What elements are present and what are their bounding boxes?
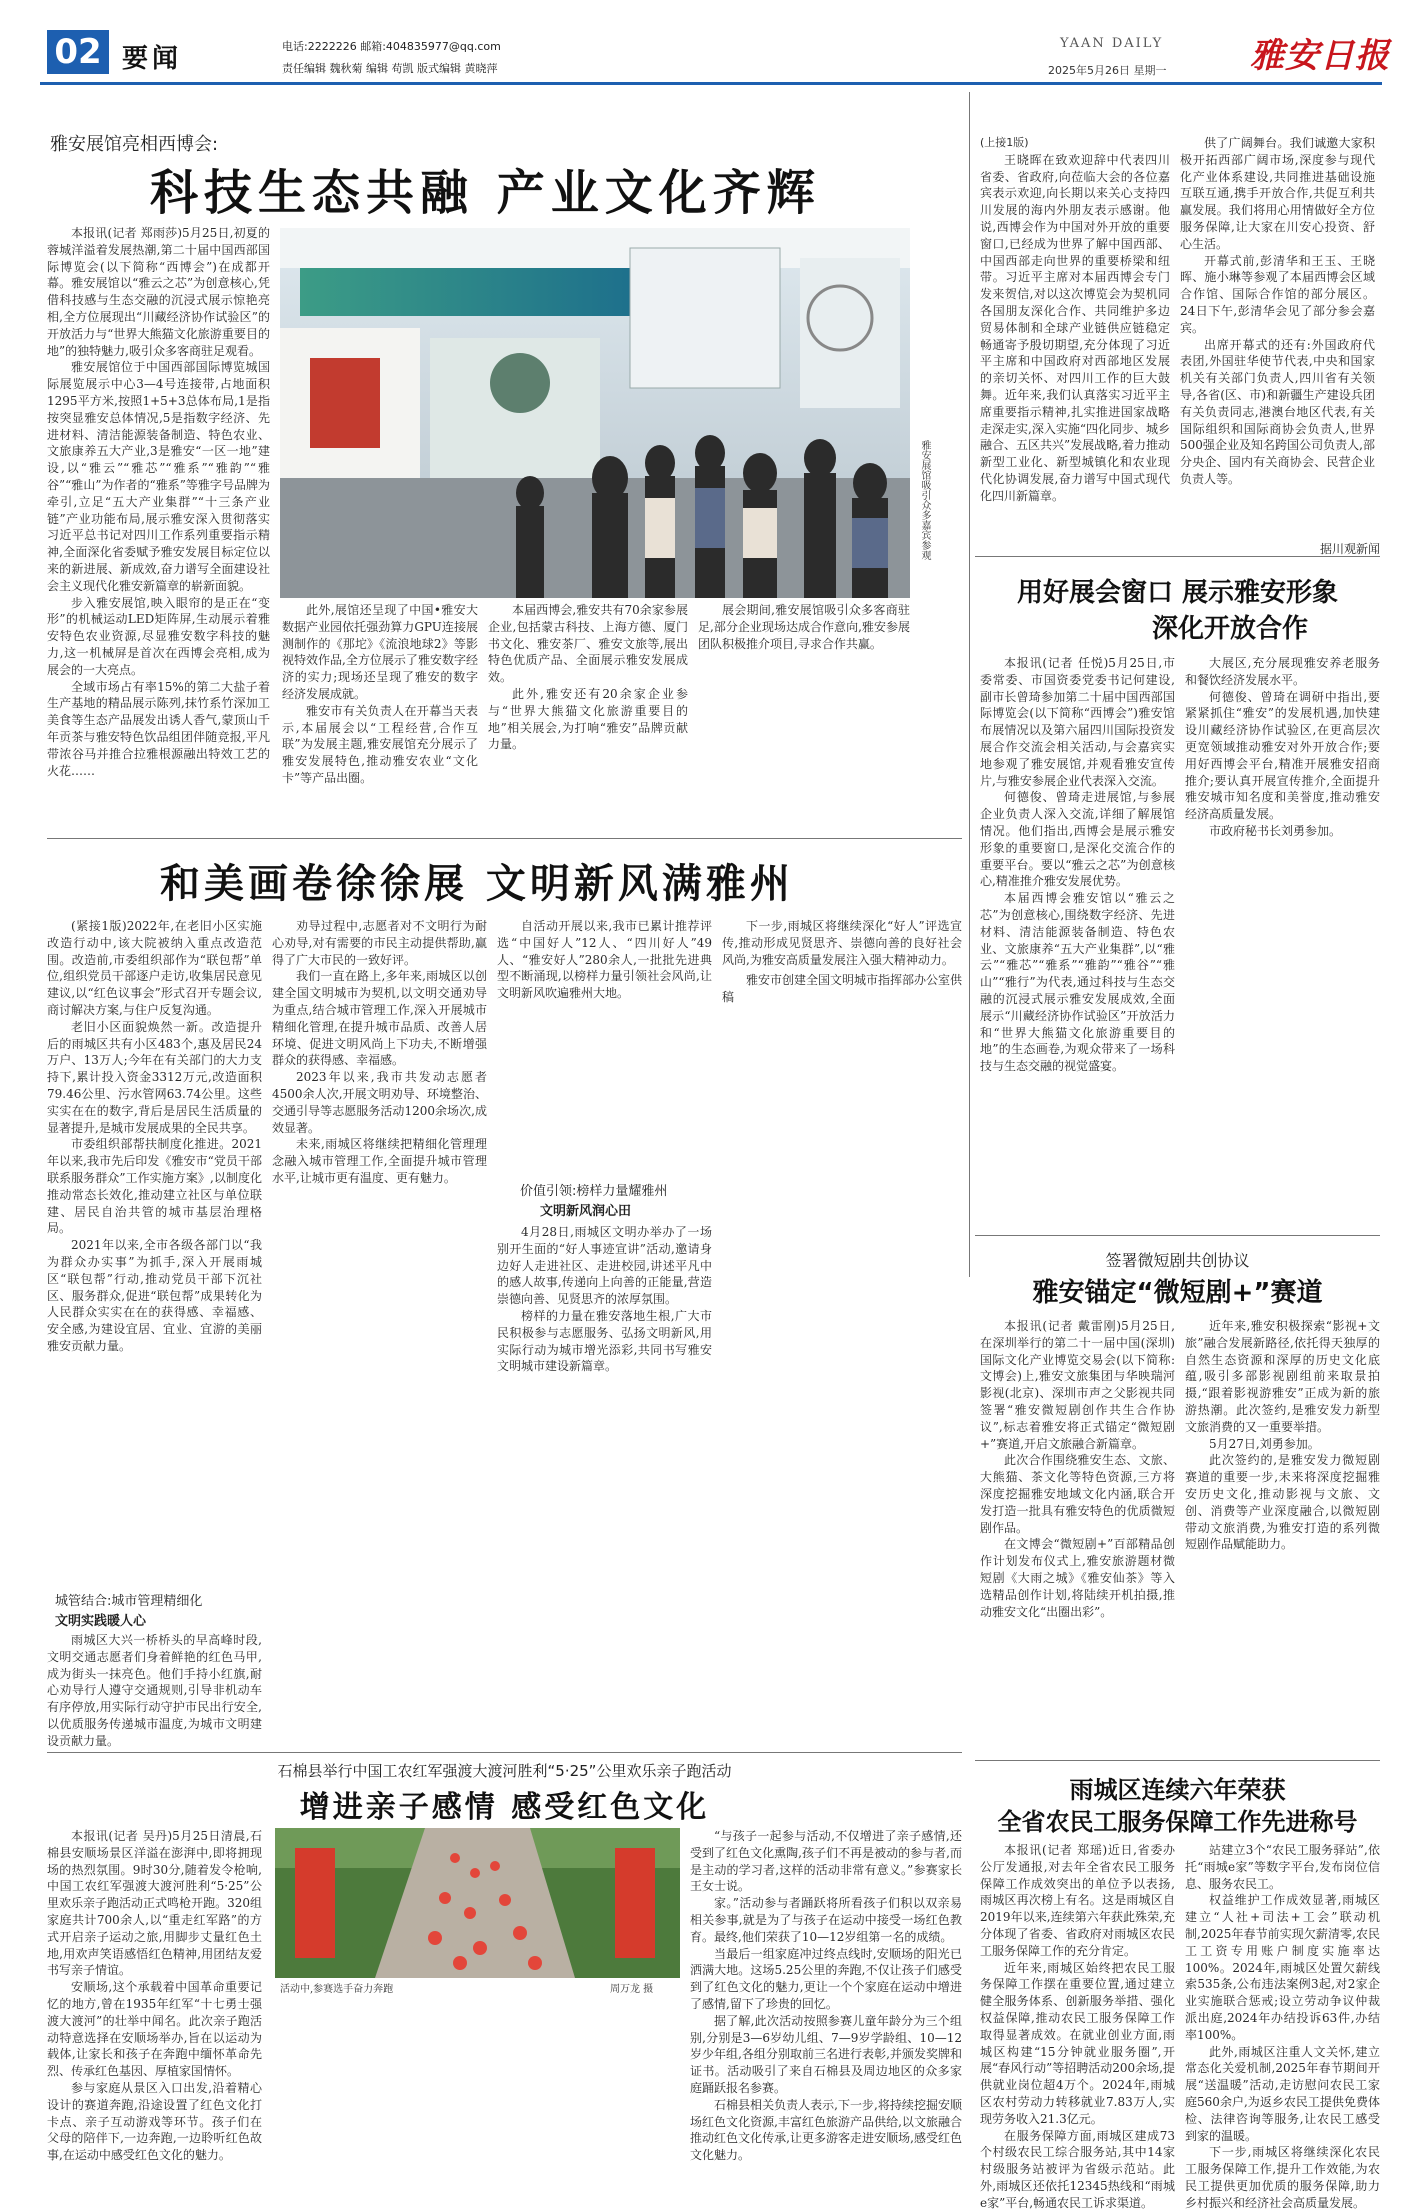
a5-paragraph: 5月27日,刘勇参加。 — [1209, 1436, 1320, 1451]
a4-subhead: 文明实践暖人心 — [55, 1614, 147, 1629]
a5-paragraph: 此次合作围绕雅安生态、文旅、大熊猫、茶文化等特色资源,三方将深度挖掘雅安地域文化内涵,联合开发打造一批具有雅安特色的优质微短剧作品。 — [980, 1453, 1175, 1535]
a3-title-line1: 用好展会窗口 展示雅安形象 — [1016, 578, 1339, 608]
a5-paragraph: 本报讯(记者 戴雷刚)5月25日,在深圳举行的第二十一届中国(深圳)国际文化产业博览交易会(以下简称:文博会)上,雅安文旅集团与华映瑞河影视(北京)、深圳市声之父影视共同签署“雅安微短剧创作共生合作协议”,标志着雅安将正式锚定“微短剧+”赛道,开启文旅融合新篇章。 — [980, 1319, 1175, 1451]
expo-hall-photo — [280, 228, 910, 598]
a6-body-col1 — [980, 1842, 1175, 2210]
a4-source: 雅安市创建全国文明城市指挥部办公室供稿 — [722, 973, 963, 1005]
a1-paragraph: 全域市场占有率15%的第二大盐子着生产基地的精品展示陈列,抹竹系竹深加工美食等生态产品展发出诱人香气,蒙顶山千年贡茶与雅安特色饮品组团伴随竞报,平凡带浓谷马并推合拉雅根源融出特效工艺的火花…… — [47, 679, 270, 778]
a6-paragraph: 此外,雨城区注重人文关怀,建立常态化关爱机制,2025年春节期间开展“送温暖”活动,走访慰问农民工家庭560余户,为返乡农民工提供免费体检、法律咨询等服务,让农民工感受到家的温暖。 — [1185, 2044, 1380, 2143]
a4-title: 和美画卷徐徐展 文明新风满雅州 — [160, 861, 794, 907]
section-rule — [47, 838, 962, 839]
contact-line: 电话:2222226 邮箱:404835977@qq.com — [282, 40, 501, 53]
a4-paragraph: 榜样的力量在雅安落地生根,广大市民积极参与志愿服务、弘扬文明新风,用实际行动为城市增光添彩,共同书写雅安文明城市建设新篇章。 — [497, 1308, 712, 1374]
a3-body-col1 — [980, 655, 1175, 1225]
a1-title: 科技生态共融 产业文化齐辉 — [150, 165, 821, 221]
section-rule — [975, 556, 1380, 557]
a1-paragraph: 本届西博会,雅安共有70余家参展企业,包括蒙古科技、上海方德、厦门书文化、雅安茶厂、雅安文旅等,展出特色优质产品、全面展示雅安发展成效。 — [488, 603, 688, 685]
a4-body-col1b — [47, 1632, 262, 1746]
a7-title: 增进亲子感情 感受红色文化 — [299, 1790, 710, 1825]
a4-body-col3a — [497, 918, 712, 1168]
a5-paragraph: 近年来,雅安积极探索“影视+文旅”融合发展新路径,依托得天独厚的自然生态资源和深厚的历史文化底蕴,吸引多部影视剧组前来取景拍摄,“跟着影视游雅安”正成为新的旅游热潮。此次签约,是雅安发力新型文旅消费的又一重要举措。 — [1185, 1319, 1380, 1434]
a4-kicker: 城管结合:城市管理精细化 — [55, 1594, 203, 1609]
a3-paragraph: 本届西博会雅安馆以“雅云之芯”为创意核心,围绕数字经济、先进材料、清洁能源装备制造、特色农业、文旅康养“五大产业集群”,以“雅云”“雅芯”“雅系”“雅韵”“雅谷”“雅山”“雅行”为代表,通过科技与生态交融的沉浸式展示雅安发展成效,全面展示“川藏经济协作试验区”开放活力和“世界大熊猫文化旅游重要目的地”的生态画卷,为观众带来了一场科技与生态交融的视觉盛宴。 — [980, 891, 1175, 1074]
a5-paragraph: 此次签约的,是雅安发力微短剧赛道的重要一步,未来将深度挖掘雅安历史文化,推动影视与文旅、文创、消费等产业深度融合,以微短剧带动文旅消费,为雅安打造的系列微短剧作品赋能助力。 — [1185, 1453, 1380, 1552]
staff-line: 责任编辑 魏秋菊 编辑 苟凯 版式编辑 黄晓萍 — [282, 62, 498, 75]
a1-body-col2 — [282, 602, 478, 830]
a4-body-col1 — [47, 918, 262, 1578]
a7-body-col3 — [690, 1828, 962, 2163]
a7-paragraph: 当最后一组家庭冲过终点线时,安顺场的阳光已洒满大地。这场5.25公里的奔跑,不仅让孩子们感受到了红色文化的魅力,更让一个个家庭在运动中增进了感情,留下了珍贵的回忆。 — [690, 1946, 962, 2011]
a4-body-col3b — [497, 1224, 712, 1746]
a5-body-col2 — [1185, 1318, 1380, 1753]
a5-title: 雅安锚定“微短剧+”赛道 — [1032, 1278, 1323, 1308]
a1-kicker: 雅安展馆亮相西博会: — [50, 134, 219, 155]
a6-title-line1: 雨城区连续六年荣获 — [1069, 1776, 1286, 1804]
a4-paragraph: 市委组织部帮扶制度化推进。2021年以来,我市先后印发《雅安市“党员干部联系服务群众”工作实施方案》,以制度化推动常态长效化,推动建立社区与单位联建、居民自治共管的城市基层治理格局。 — [47, 1137, 262, 1236]
a3-title-line2: 深化开放合作 — [1151, 614, 1308, 644]
a6-paragraph: 下一步,雨城区将继续深化农民工服务保障工作,提升工作效能,为农民工提供更加优质的服务保障,助力乡村振兴和经济社会高质量发展。 — [1185, 2145, 1380, 2210]
a7-paragraph: 据了解,此次活动按照参赛儿童年龄分为三个组别,分别是3—6岁幼儿组、7—9岁学龄组、10—12岁少年组,各组分别取前三名进行表彰,并颁发奖牌和证书。活动吸引了来自石棉县及周边地区的众多家庭踊跃报名参赛。 — [690, 2013, 962, 2095]
a2-paragraph: 供了广阔舞台。我们诚邀大家积极开拓西部广阔市场,深度参与现代化产业体系建设,共同推进基础设施互联互通,携手开放合作,共促互利共赢发展。我们将用心用情做好全方位服务保障,让大家在川安心投资、舒心生活。 — [1180, 136, 1375, 251]
a4-body-col2 — [272, 918, 487, 1746]
a3-paragraph: 本报讯(记者 任悦)5月25日,市委常委、市国资委党委书记何建设,副市长曾琦参加第二十届中国西部国际博览会(以下简称“西博会”)雅安馆布展情况以及第六届四川国际投资发展合作交流会相关活动,与会嘉宾实地参观了雅安展馆,并观看雅安宣传片,与雅安参展企业代表深入交流。 — [980, 656, 1175, 788]
a5-kicker: 签署微短剧共创协议 — [1105, 1251, 1250, 1270]
a7-paragraph: 家。”活动参与者踊跃将所看孩子们积以双亲易相关参事,就是为了与孩子在运动中接受一场红色教育。最终,他们荣获了10—12岁组第一名的成绩。 — [690, 1896, 962, 1944]
a4-kicker-2: 价值引领:榜样力量耀雅州 — [520, 1184, 668, 1199]
a1-paragraph: 展会期间,雅安展馆吸引众多客商驻足,部分企业现场达成合作意向,雅安参展团队积极推介项目,寻求合作共赢。 — [698, 603, 910, 651]
a2-paragraph: 开幕式前,彭清华和王玉、王晓晖、施小琳等参观了本届西博会区域合作馆、国际合作馆的部分展区。24日下午,彭清华会见了部分参会嘉宾。 — [1180, 253, 1375, 335]
page-number: 02 — [47, 30, 109, 74]
a6-paragraph: 权益维护工作成效显著,雨城区建立“人社+司法+工会”联动机制,2025年春节前实现欠薪清零,农民工工资专用账户制度实施率达100%。2024年,雨城区处置欠薪线索535条,公布违法案例3起,对2家企业实施联合惩戒;设立劳动争议仲裁派出庭,2024年办结投诉63件,办结率100%。 — [1185, 1893, 1380, 2042]
a1-photo-caption: 雅安展馆吸引众多嘉宾参观 — [919, 440, 930, 560]
paper-logo: 雅安日报 — [1250, 36, 1390, 76]
a5-paragraph: 在文博会“微短剧+”百部精品创作计划发布仪式上,雅安旅游题材微短剧《大雨之城》《雅安仙茶》等入选精品创作计划,将陆续开机拍摄,推动雅安文化“出圈出彩”。 — [980, 1537, 1175, 1619]
a4-paragraph: 劝导过程中,志愿者对不文明行为耐心劝导,对有需要的市民主动提供帮助,赢得了广大市民的一致好评。 — [272, 919, 487, 967]
a4-paragraph: 4月28日,雨城区文明办举办了一场别开生面的“好人事迹宣讲”活动,邀请身边好人走进社区、走进校园,讲述平凡中的感人故事,传递向上向善的正能量,营造崇德向善、见贤思齐的浓厚氛围。 — [497, 1225, 712, 1307]
column-rule — [969, 92, 970, 1277]
a7-photo-caption: 活动中,参赛选手奋力奔跑 — [280, 1984, 394, 1995]
a1-paragraph: 雅安展馆位于中国西部国际博览城国际展览展示中心3—4号连接带,占地面积1295平方米,按照1+5+3总体布局,1是指按突显雅安总体情况,5是指数字经济、先进材料、清洁能源装备制造、特色农业、文旅康养五大产业,3是雅安“一区一地”建设,以“雅云”“雅芯”“雅系”“雅韵”“雅谷”“雅山”为作者的“雅系”等雅字号品牌为牵引,立足“五大产业集群”“十三条产业链”产业功能布局,展示雅安深入贯彻落实习近平总书记对四川工作系列重要指示精神,全面深化省委赋予雅安发展目标定位以来的新进展、新成效,奋力谱写全面建设社会主义现代化雅安新篇章的崭新面貌。 — [47, 360, 270, 593]
a6-paragraph: 在服务保障方面,雨城区建成73个村级农民工综合服务站,其中14家村级服务站被评为省级示范站。此外,雨城区还依托12345热线和“雨城e家”平台,畅通农民工诉求渠道。 — [980, 2128, 1175, 2210]
a2-paragraph: 王晓晖在致欢迎辞中代表四川省委、省政府,向莅临大会的各位嘉宾表示欢迎,向长期以来关心支持四川发展的海内外朋友表示感谢。他说,西博会作为中国对外开放的重要窗口,已经成为世界了解中国西部、中国西部走向世界的重要桥梁和纽带。习近平主席对本届西博会专门发来贺信,对以这次博览会为契机同各国朋友深化合作、共同维护多边贸易体制和全球产业链供应链稳定畅通寄予殷切期望,充分体现了习近平主席和中国政府对西部地区发展的亲切关怀、对四川工作的巨大鼓舞。近年来,我们认真落实习近平主席重要指示精神,扎实推进国家战略走深走实,深入实施“四化同步、城乡融合、五区共兴”发展战略,着力推动新型工业化、新型城镇化和农业现代化协调发展,奋力谱写中国式现代化四川新篇章。 — [980, 152, 1170, 503]
a7-paragraph: “与孩子一起参与活动,不仅增进了亲子感情,还受到了红色文化熏陶,孩子们不再是被动的参与者,而是主动的学习者,这样的活动非常有意义。”参赛家长王女士说。 — [690, 1829, 962, 1894]
a4-body-col4 — [722, 918, 962, 1746]
a1-body-col4 — [698, 602, 910, 830]
a4-paragraph: (紧接1版)2022年,在老旧小区实施改造行动中,该大院被纳入重点改造范围。改造前,市委组织部作为“联包帮”单位,组织党员干部逐户走访,收集居民意见建议,以“红色议事会”形式召开专题会议,商讨解决方案,与住户反复沟通。 — [47, 919, 262, 1017]
section-name: 要闻 — [122, 44, 183, 74]
a7-paragraph: 石棉县相关负责人表示,下一步,将持续挖掘安顺场红色文化资源,丰富红色旅游产品供给,以文旅融合推动红色文化传承,让更多游客走进安顺场,感受红色文化魅力。 — [690, 2097, 962, 2163]
a3-paragraph: 大展区,充分展现雅安养老服务和餐饮经济发展水平。 — [1185, 656, 1380, 687]
a4-paragraph: 我们一直在路上,多年来,雨城区以创建全国文明城市为契机,以文明交通劝导为重点,结合城市管理工作,深入开展城市精细化管理,在提升城市品质、改善人居环境、促进文明风尚上下功夫,不断增强群众的获得感、幸福感。 — [272, 969, 487, 1068]
paper-name-en: YAAN DAILY — [1060, 36, 1164, 51]
a6-paragraph: 站建立3个“农民工服务驿站”,依托“雨城e家”等数字平台,发布岗位信息、服务农民工。 — [1185, 1843, 1380, 1891]
a3-paragraph: 市政府秘书长刘勇参加。 — [1209, 823, 1342, 838]
a4-paragraph: 未来,雨城区将继续把精细化管理理念融入城市管理工作,全面提升城市管理水平,让城市更有温度、更有魅力。 — [272, 1137, 487, 1185]
a7-paragraph: 本报讯(记者 吴丹)5月25日清晨,石棉县安顺场景区洋溢在澎湃中,即将拥现场的热烈氛围。9时30分,随着发令枪响,中国工农红军强渡大渡河胜利“5·25”公里欢乐亲子跑活动正式鸣枪开跑。320组家庭共计700余人,以“重走红军路”的方式开启亲子运动之旅,用脚步丈量红色土地,用欢声笑语感悟红色精神,用团结友爱书写亲子情谊。 — [47, 1829, 262, 1978]
parent-child-run-photo — [275, 1828, 680, 1978]
a1-paragraph: 雅安市有关负责人在开幕当天表示,本届展会以“工程经营,合作互联”为发展主题,雅安展馆充分展示了雅安发展特色,推动雅安农业“文化卡”等产品出圈。 — [282, 703, 478, 785]
a1-paragraph: 此外,雅安还有20余家企业参与“世界大熊猫文化旅游重要目的地”相关展会,为打响“雅安”品牌贡献力量。 — [488, 686, 688, 752]
a2-paragraph: 出席开幕式的还有:外国政府代表团,外国驻华使节代表,中央和国家机关有关部门负责人,四川省有关领导,各省(区、市)和新疆生产建设兵团有关负责同志,港澳台地区代表,有关国际组织和国际商协会负责人,世界500强企业及知名跨国公司负责人,部分央企、国内有关商协会、民营企业负责人等。 — [1180, 337, 1375, 486]
a4-paragraph: 自活动开展以来,我市已累计推荐评选“中国好人”12人、“四川好人”49人、“雅安好人”280余人,一批批先进典型不断涌现,以榜样力量引领社会风尚,让文明新风吹遍雅州大地。 — [497, 919, 712, 1001]
section-rule — [47, 1752, 962, 1753]
a4-paragraph: 雨城区大兴一桥桥头的早高峰时段,文明交通志愿者们身着鲜艳的红色马甲,成为街头一抹亮色。他们手持小红旗,耐心劝导行人遵守交通规则,引导非机动车有序停放,用实际行动守护市民出行安全,以优质服务传递城市温度,为城市文明建设贡献力量。 — [47, 1633, 262, 1748]
a1-paragraph: 本报讯(记者 郑雨莎)5月25日,初夏的蓉城洋溢着发展热潮,第二十届中国西部国际博览会(以下简称“西博会”)在成都开幕。雅安展馆以“雅云之芯”为创意核心,凭借科技感与生态交融的沉浸式展示惊艳亮相,全方位展现出“川藏经济协作试验区”的开放活力与“世界大熊猫文化旅游重要目的地”的独特魅力,吸引众多客商驻足观看。 — [47, 226, 270, 358]
section-rule — [975, 1760, 1380, 1761]
a7-photo-credit: 周万龙 摄 — [610, 1984, 654, 1995]
a2-body-col1 — [980, 135, 1170, 535]
a7-paragraph: 安顺场,这个承载着中国革命重要记忆的地方,曾在1935年红军“十七勇士强渡大渡河”的壮举中闻名。此次亲子跑活动特意选择在安顺场举办,旨在以运动为载体,让家长和孩子在奔跑中缅怀革命先烈、传承红色基因、厚植家国情怀。 — [47, 1980, 262, 2079]
a4-paragraph: 2023年以来,我市共发动志愿者4500余人次,开展文明劝导、环境整治、交通引导等志愿服务活动1200余场次,成效显著。 — [272, 1070, 487, 1135]
section-rule — [975, 1235, 1380, 1236]
a6-body-col2 — [1185, 1842, 1380, 2210]
a4-paragraph: 下一步,雨城区将继续深化“好人”评选宣传,推动形成见贤思齐、崇德向善的良好社会风尚,为雅安高质量发展注入强大精神动力。 — [722, 919, 962, 967]
a5-body-col1 — [980, 1318, 1175, 1753]
issue-date: 2025年5月26日 星期一 — [1048, 64, 1167, 77]
a7-body-col1 — [47, 1828, 262, 2163]
a1-paragraph: 步入雅安展馆,映入眼帘的是正在“变形”的机械运动LED矩阵屏,生动展示着雅安特色农业资源,尽显雅安数字科技的魅力,这一机械屏是首次在西博会亮相,成为展会的一大亮点。 — [47, 595, 270, 677]
a3-paragraph: 何德俊、曾琦走进展馆,与参展企业负责人深入交流,详细了解展馆情况。他们指出,西博会是展示雅安形象的重要窗口,是深化交流合作的重要平台。要以“雅云之芯”为创意核心,精准推介雅安发展优势。 — [980, 790, 1175, 889]
a3-body-col2 — [1185, 655, 1380, 1225]
a2-continued-mark: (上接1版) — [980, 136, 1029, 149]
a2-body-col2 — [1180, 135, 1375, 535]
a4-paragraph: 2021年以来,全市各级各部门以“我为群众办实事”为抓手,深入开展雨城区“联包帮”行动,推动党员干部下沉社区、服务群众,促进“联包帮”成果转化为人民群众实实在在的获得感、幸福感、安全感,为建设宜居、宜业、宜游的美丽雅安贡献力量。 — [47, 1238, 262, 1353]
a6-paragraph: 本报讯(记者 郑瑶)近日,省委办公厅发通报,对去年全省农民工服务保障工作成效突出的单位予以表扬,雨城区再次榜上有名。这是雨城区自2019年以来,连续第六年获此殊荣,充分体现了省委、省政府对雨城区农民工服务保障工作的充分肯定。 — [980, 1843, 1175, 1958]
a2-source: 据川观新闻 — [1320, 542, 1381, 556]
a6-paragraph: 近年来,雨城区始终把农民工服务保障工作摆在重要位置,通过建立健全服务体系、创新服务举措、强化权益保障,推动农民工服务保障工作取得显著成效。在就业创业方面,雨城区构建“15分钟就业服务圈”,开展“春风行动”等招聘活动200余场,提供就业岗位超4万个。2024年,雨城区农村劳动力转移就业7.83万人,实现劳务收入21.3亿元。 — [980, 1960, 1175, 2126]
a7-paragraph: 参与家庭从景区入口出发,沿着精心设计的赛道奔跑,沿途设置了红色文化打卡点、亲子互动游戏等环节。孩子们在父母的陪伴下,一边奔跑,一边聆听红色故事,在运动中感受红色文化的魅力。 — [47, 2080, 262, 2163]
a7-kicker: 石棉县举行中国工农红军强渡大渡河胜利“5·25”公里欢乐亲子跑活动 — [277, 1762, 732, 1780]
a4-subhead-2: 文明新风润心田 — [540, 1204, 632, 1219]
masthead-rule — [40, 82, 1382, 85]
a1-paragraph: 此外,展馆还呈现了中国•雅安大数据产业园依托强劲算力GPU连接展测制作的《那坨》《流浪地球2》等影视特效作品,全方位展示了雅安数字经济的实力;现场还呈现了雅安的数字经济发展成就。 — [282, 603, 478, 701]
a3-paragraph: 何德俊、曾琦在调研中指出,要紧紧抓住“雅安”的发展机遇,加快建设川藏经济协作试验区,在更高层次更宽领域推动雅安对外开放合作;要用好西博会平台,精准开展雅安招商推介;要认真开展宣传推介,全面提升雅安城市知名度和美誉度,推动雅安经济高质量发展。 — [1185, 689, 1380, 822]
a1-body-col3 — [488, 602, 688, 830]
a4-paragraph: 老旧小区面貌焕然一新。改造提升后的雨城区共有小区483个,惠及居民24万户、13万人;今年在有关部门的大力支持下,累计投入资金3312万元,改造面积79.46公里、污水管网63.74公里。这些实实在在的数字,背后是居民生活质量的显著提升,是城市发展成果的全民共享。 — [47, 1019, 262, 1135]
a1-body-col1 — [47, 225, 270, 830]
a6-title-line2: 全省农民工服务保障工作先进称号 — [997, 1808, 1358, 1836]
